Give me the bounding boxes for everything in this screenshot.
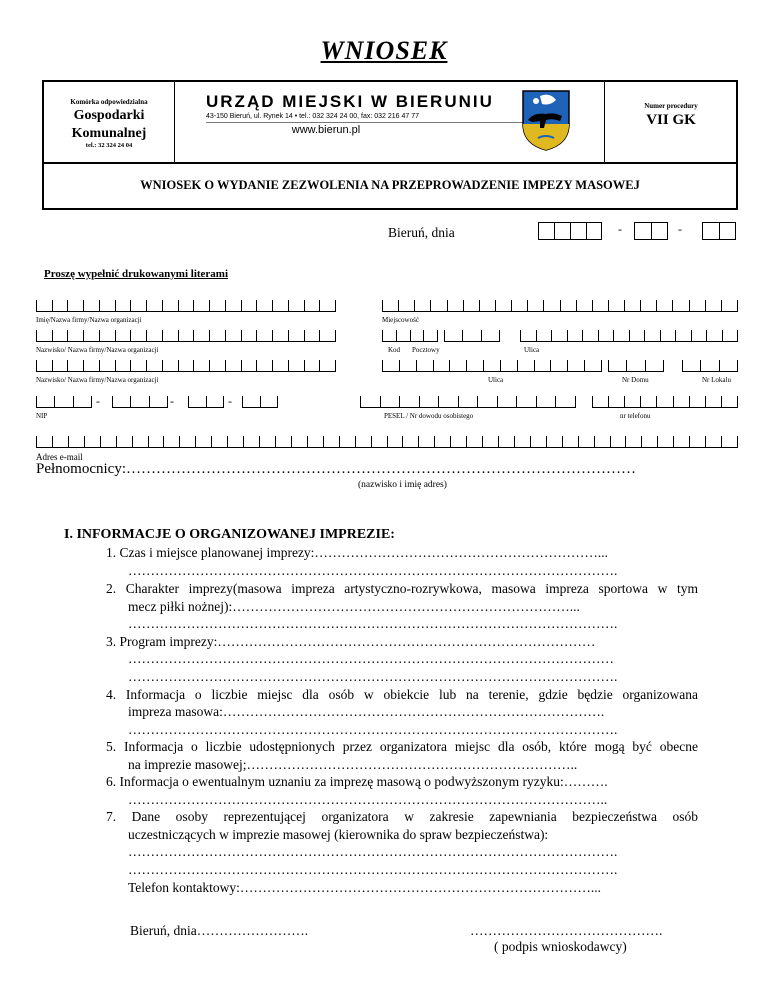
date-month-boxes[interactable] bbox=[634, 222, 668, 240]
label-surname: Nazwisko/ Nazwa firmy/Nazwa organizacji bbox=[36, 346, 159, 354]
section-line: Telefon kontaktowy:……………………………………………………………………... bbox=[128, 880, 602, 895]
office-address: 43-150 Bieruń, ul. Rynek 14 • tel.: 032 324 24 00, fax: 032 216 47 77 bbox=[206, 113, 419, 120]
section-line: 2. Charakter imprezy(masowa impreza artystyczno-rozrywkowa, masowa impreza sportowa w tym bbox=[106, 581, 698, 596]
section-line: 3. Program imprezy:………………………………………………………………………… bbox=[106, 634, 596, 649]
footer-date: Bieruń, dnia……………………. bbox=[130, 923, 309, 938]
date-label: Bieruń, dnia bbox=[388, 225, 455, 240]
label-nip: NIP bbox=[36, 412, 48, 420]
section-line: ………………………………………………………………………………………………. bbox=[128, 862, 618, 877]
procedure-label: Numer procedury bbox=[644, 102, 698, 110]
street-field[interactable] bbox=[520, 330, 738, 342]
nip-separator: - bbox=[96, 394, 100, 408]
flat-number-field[interactable] bbox=[682, 360, 738, 372]
proxies-line: Pełnomocnicy:………………………………………………………………………………………… bbox=[36, 461, 636, 477]
department-line2: Komunalnej bbox=[71, 126, 147, 141]
label-street-2: Ulica bbox=[488, 376, 504, 384]
label-postal-code: Kod bbox=[388, 346, 401, 354]
department-phone: tel.: 32 324 24 04 bbox=[85, 142, 133, 149]
section-line: ………………………………………………………………………………………………. bbox=[128, 616, 618, 631]
page-title: WNIOSEK bbox=[320, 36, 448, 65]
office-name: URZĄD MIEJSKI W BIERUNIU bbox=[206, 92, 494, 111]
section-line: mecz piłki nożnej):…………………………………………………………………... bbox=[128, 599, 580, 614]
date-year-boxes[interactable] bbox=[538, 222, 602, 240]
nip-field-4[interactable] bbox=[242, 396, 278, 408]
section-line: ………………………………………………………………………………………………. bbox=[128, 722, 618, 737]
department-block bbox=[44, 98, 174, 149]
label-surname-2: Nazwisko/ Nazwa firmy/Nazwa organizacji bbox=[36, 376, 159, 384]
section-line: na imprezie masowej;……………………………………………………………….. bbox=[128, 757, 578, 772]
coat-of-arms-icon bbox=[520, 88, 572, 152]
postal-code-field-a[interactable] bbox=[382, 330, 438, 342]
header-box bbox=[42, 80, 738, 210]
email-field[interactable] bbox=[36, 436, 738, 448]
instruction-text: Proszę wypełnić drukowanymi literami bbox=[44, 268, 229, 280]
nip-field-1[interactable] bbox=[36, 396, 92, 408]
date-separator: - bbox=[618, 222, 622, 236]
section-line: uczestniczących w imprezie masowej (kierownika do spraw bezpieczeństwa): bbox=[128, 827, 549, 842]
proxies-hint: (nazwisko i imię adres) bbox=[358, 480, 447, 490]
city-field[interactable] bbox=[382, 300, 738, 312]
section-line: 5. Informacja o liczbie udostępnionych przez organizatora miejsc dla osób, które mogą być obecne bbox=[106, 739, 698, 754]
label-pesel: PESEL / Nr dowodu osobistego bbox=[384, 412, 474, 420]
header-top-row bbox=[44, 82, 736, 164]
office-block bbox=[206, 92, 536, 136]
section-line: 7. Dane osoby reprezentującej organizatora w zakresie zapewniania bezpieczeństwa osób bbox=[106, 809, 698, 824]
application-subject: WNIOSEK O WYDANIE ZEZWOLENIA NA PRZEPROWADZENIE IMPEZY MASOWEJ bbox=[140, 178, 640, 192]
section-line: ……………………………………………………………………………………………… bbox=[128, 651, 614, 666]
label-street: Ulica bbox=[524, 346, 540, 354]
street-field-2[interactable] bbox=[382, 360, 602, 372]
date-separator: - bbox=[678, 222, 682, 236]
section-line: 1. Czas i miejsce planowanej imprezy:………………………………………………………... bbox=[106, 545, 609, 560]
section-line: ………………………………………………………………………………………………. bbox=[128, 563, 618, 578]
section-line: ………………………………………………………………………………………………. bbox=[128, 844, 618, 859]
section-line: …………………………………………………………………………………………….. bbox=[128, 792, 608, 807]
procedure-number: VII GK bbox=[646, 112, 696, 128]
label-email: Adres e-mail bbox=[36, 452, 83, 462]
surname-field[interactable] bbox=[36, 330, 336, 342]
name-field[interactable] bbox=[36, 300, 336, 312]
house-number-field[interactable] bbox=[608, 360, 664, 372]
nip-separator: - bbox=[228, 394, 232, 408]
phone-field[interactable] bbox=[592, 396, 738, 408]
department-label: Komórka odpowiedzialna bbox=[70, 98, 148, 106]
nip-field-3[interactable] bbox=[188, 396, 224, 408]
date-day-boxes[interactable] bbox=[702, 222, 736, 240]
postal-code-field-b[interactable] bbox=[444, 330, 500, 342]
signature-label: ( podpis wnioskodawcy) bbox=[494, 939, 627, 954]
label-flat-number: Nr Lokalu bbox=[702, 376, 731, 384]
label-name: Imię/Nazwa firmy/Nazwa organizacji bbox=[36, 316, 142, 324]
nip-separator: - bbox=[170, 394, 174, 408]
surname-field-2[interactable] bbox=[36, 360, 336, 372]
procedure-block bbox=[604, 102, 738, 130]
signature-line: ……………………………………. bbox=[470, 923, 663, 938]
office-www: www.bierun.pl bbox=[291, 124, 361, 136]
label-phone: nr telefonu bbox=[620, 412, 651, 420]
section-line: 4. Informacja o liczbie miejsc dla osób w obiekcie lub na terenie, gdzie będzie organizowana bbox=[106, 687, 698, 702]
nip-field-2[interactable] bbox=[112, 396, 168, 408]
label-house-number: Nr Domu bbox=[622, 376, 649, 384]
section-heading: I. INFORMACJE O ORGANIZOWANEJ IMPREZIE: bbox=[64, 527, 395, 542]
department-line1: Gospodarki bbox=[73, 108, 145, 123]
section-line: 6. Informacja o ewentualnym uznaniu za imprezę masową o podwyższonym ryzyku:………. bbox=[106, 774, 608, 789]
label-postal-code-2: Pocztowy bbox=[412, 346, 440, 354]
section-line: ………………………………………………………………………………………………. bbox=[128, 669, 618, 684]
label-city: Miejscowość bbox=[382, 316, 419, 324]
section-line: impreza masowa:…………………………………………………………………………. bbox=[128, 704, 605, 719]
pesel-field[interactable] bbox=[360, 396, 576, 408]
